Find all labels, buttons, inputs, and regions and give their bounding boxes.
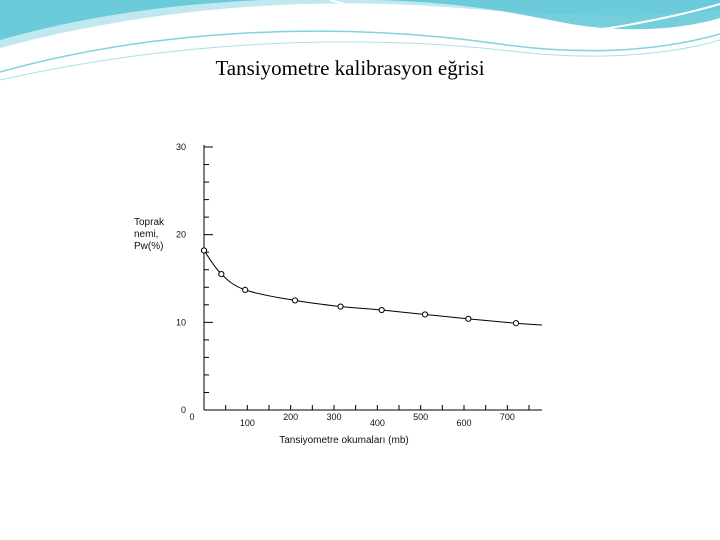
y-axis-title-line: Pw(%) (134, 241, 164, 252)
chart-ticks (204, 147, 529, 410)
data-point (466, 316, 471, 321)
x-tick-label: 700 (499, 412, 515, 422)
data-point (422, 312, 427, 317)
data-point (513, 321, 518, 326)
y-tick-label: 0 (180, 405, 186, 415)
chart-labels (134, 142, 515, 446)
chart-axes (204, 145, 542, 410)
y-tick-label: 30 (175, 142, 186, 152)
y-tick-label: 20 (175, 229, 186, 240)
data-point (292, 298, 297, 303)
x-tick-label: 500 (413, 412, 429, 422)
x-tick-label: 200 (283, 412, 299, 422)
y-axis-title-line: nemi, (134, 229, 159, 240)
data-point (243, 287, 248, 292)
x-tick-label: 100 (239, 418, 255, 428)
chart-curve (201, 248, 542, 326)
slide-title: Tansiyometre kalibrasyon eğrisi (215, 56, 485, 80)
x-tick-label: 0 (189, 412, 195, 422)
data-point (219, 272, 224, 277)
data-point (379, 307, 384, 312)
x-axis-title: Tansiyometre okumaları (mb) (279, 435, 409, 446)
x-tick-label: 400 (369, 418, 385, 428)
data-point (201, 248, 206, 253)
y-axis-title-line: Toprak (134, 217, 165, 228)
series-line (204, 250, 542, 325)
x-tick-label: 300 (326, 412, 342, 422)
x-tick-label: 600 (456, 418, 472, 428)
y-tick-label: 10 (175, 317, 186, 328)
data-point (338, 304, 343, 309)
